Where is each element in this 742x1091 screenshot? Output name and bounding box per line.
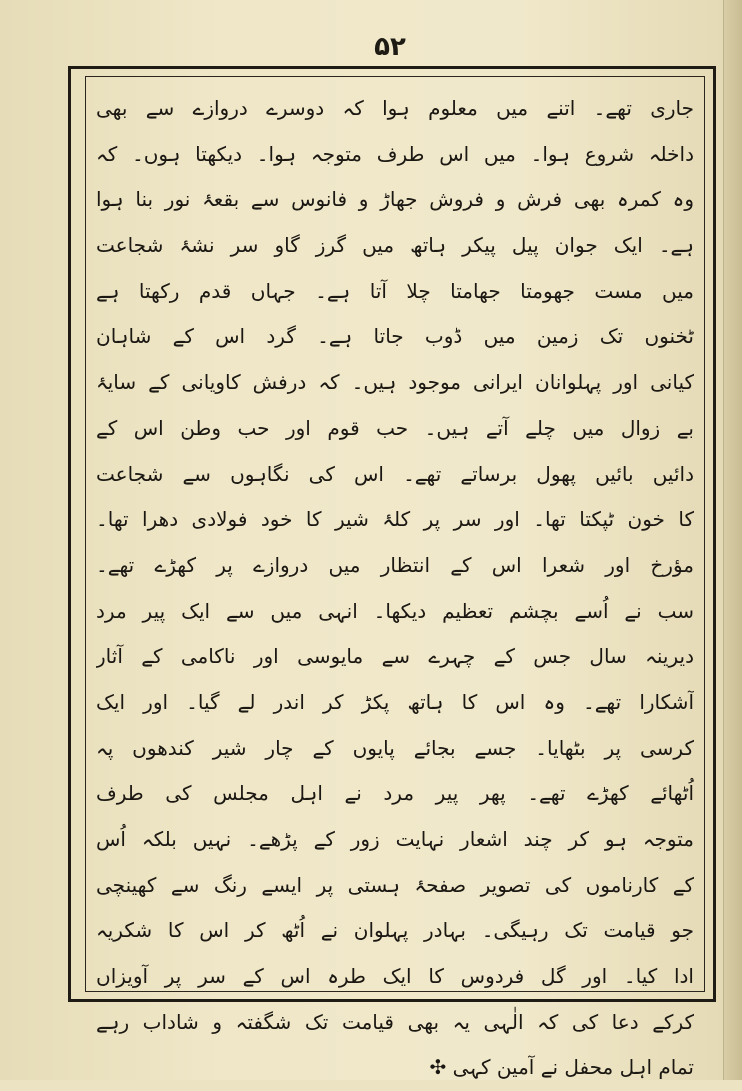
text-line: ہے۔ ایک جوان پیل پیکر ہاتھ میں گرز گاو سر نشۂ شجاعت bbox=[96, 233, 694, 258]
text-line: کے کارناموں کی تصویر صفحۂ ہستی پر ایسے رنگ سے کھینچی bbox=[96, 872, 694, 897]
text-line: داخلہ شروع ہوا۔ میں اس طرف متوجہ ہوا۔ دیکھتا ہوں۔ کہ bbox=[96, 141, 694, 166]
text-line: دیرینہ سال جس کے چہرے سے مایوسی اور ناکامی کے آثار bbox=[96, 644, 694, 669]
text-line: دائیں بائیں پھول برساتے تھے۔ اس کی نگاہوں سے شجاعت bbox=[96, 461, 694, 486]
text-line: سب نے اُسے بچشم تعظیم دیکھا۔ انہی میں سے ایک پیر مرد bbox=[96, 598, 694, 623]
text-line: جاری تھے۔ اتنے میں معلوم ہوا کہ دوسرے دروازے سے بھی bbox=[96, 96, 694, 120]
text-line: کا خون ٹپکتا تھا۔ اور سر پر کلۂ شیر کا خود فولادی دھرا تھا۔ bbox=[96, 507, 694, 532]
text-line: وہ کمرہ بھی فرش و فروش جھاڑ و فانوس سے بقعۂ نور بنا ہوا bbox=[96, 187, 694, 212]
text-line: مؤرخ اور شعرا اس کے انتظار میں دروازے پر کھڑے تھے۔ bbox=[96, 552, 694, 577]
text-line: میں مست جھومتا جھامتا چلا آتا ہے۔ جہاں قدم رکھتا ہے bbox=[96, 278, 694, 303]
page-gutter bbox=[723, 0, 742, 1080]
text-line: کرکے دعا کی کہ الٰہی یہ بھی قیامت تک شگفتہ و شاداب رہے bbox=[96, 1009, 694, 1034]
text-line: کرسی پر بٹھایا۔ جسے بجائے پایوں کے چار شیر کندھوں پہ bbox=[96, 735, 694, 760]
text-line: آشکارا تھے۔ وہ اس کا ہاتھ پکڑ کر اندر لے گیا۔ اور ایک bbox=[96, 689, 694, 714]
text-line: اُٹھائے کھڑے تھے۔ پھر پیر مرد نے اہل مجلس کی طرف bbox=[96, 781, 694, 806]
text-line: متوجہ ہو کر چند اشعار نہایت زور کے پڑھے۔ نہیں بلکہ اُس bbox=[96, 827, 694, 851]
page-number: ۵۲ bbox=[374, 32, 406, 62]
text-line: بے زوال میں چلے آتے ہیں۔ حب قوم اور حب وطن اس کے bbox=[96, 415, 694, 440]
text-line: کیانی اور پہلوانان ایرانی موجود ہیں۔ کہ درفش کاویانی کے سایۂ bbox=[96, 370, 694, 395]
urdu-text-block bbox=[96, 86, 694, 1080]
text-line: جو قیامت تک رہیگی۔ بہادر پہلوان نے اُٹھ کر اس کا شکریہ bbox=[96, 918, 694, 943]
text-line: ٹخنوں تک زمین میں ڈوب جاتا ہے۔ گرد اس کے شاہان bbox=[96, 324, 694, 349]
text-line: ادا کیا۔ اور گل فردوس کا ایک طرہ اس کے سر پر آویزاں bbox=[96, 964, 694, 989]
text-line-final: تمام اہل محفل نے آمین کہی ✣ bbox=[429, 1055, 694, 1080]
